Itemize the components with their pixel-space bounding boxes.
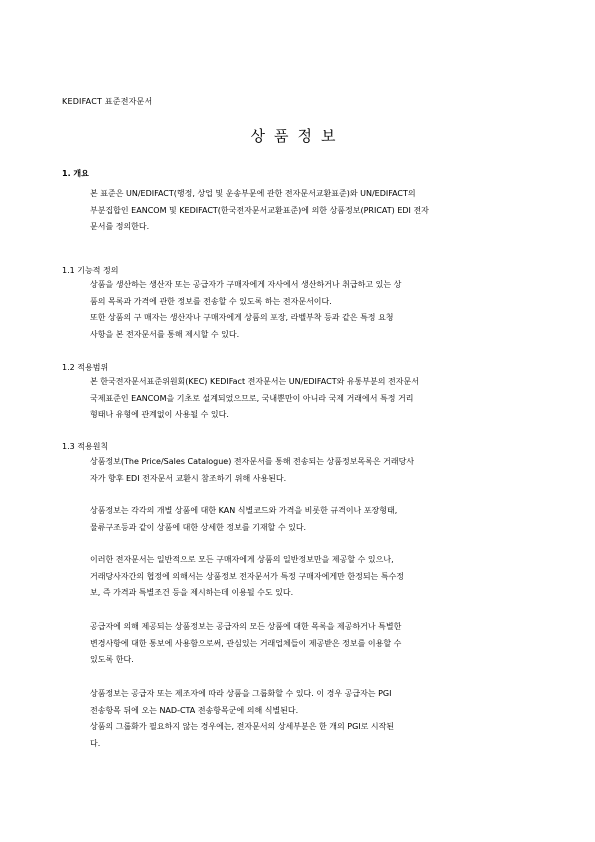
text-line: 전송항목 뒤에 오는 NAD-CTA 전송항목군에 의해 식별된다. bbox=[90, 705, 299, 715]
section-1-2-body bbox=[90, 374, 518, 424]
text-line: 문서를 정의한다. bbox=[90, 222, 150, 231]
text-line: 또한 상품의 구 매자는 생산자나 구매자에게 상품의 포장, 라벨부착 등과 같은 특정 요청 bbox=[90, 313, 394, 322]
section-1-3-paragraph bbox=[90, 503, 518, 536]
section-1-intro bbox=[90, 186, 518, 236]
text-line: 자가 향후 EDI 전자문서 교환시 참조하기 위해 사용된다. bbox=[90, 473, 287, 483]
text-line: 물류구조등과 같이 상품에 대한 상세한 정보를 기재할 수 있다. bbox=[90, 522, 307, 532]
section-1-1-heading: 1.1 기능적 정의 bbox=[62, 266, 119, 275]
section-1-3-paragraph bbox=[90, 619, 518, 669]
text-line: 국제표준인 EANCOM을 기초로 설계되었으므로, 국내뿐만이 아니라 국제 거래에서 특정 거리 bbox=[90, 393, 414, 403]
text-line: 상품정보(The Price/Sales Catalogue) 전자문서를 통해 전송되는 상품정보목록은 거래당사 bbox=[90, 457, 415, 466]
text-line: 보, 즉 가격과 특별조건 등을 제시하는데 이용될 수도 있다. bbox=[90, 588, 294, 597]
text-line: 상품의 그룹화가 필요하지 않는 경우에는, 전자문서의 상세부분은 한 개의 PGI로 시작된 bbox=[90, 722, 395, 731]
text-line: 부분집합인 EANCOM 및 KEDIFACT(한국전자문서교환표준)에 의한 상품정보(PRICAT) EDI 전자 bbox=[90, 205, 429, 215]
text-line: 본 한국전자문서표준위원회(KEC) KEDIFact 전자문서는 UN/EDIFACT와 유통부분의 전자문서 bbox=[90, 377, 419, 386]
text-line: 상품을 생산하는 생산자 또는 공급자가 구매자에게 자사에서 생산하거나 취급하고 있는 상 bbox=[90, 280, 402, 289]
text-line: 본 표준은 UN/EDIFACT(행정, 상업 및 운송부문에 관한 전자문서교환표준)와 UN/EDIFACT의 bbox=[90, 189, 416, 198]
text-line: 있도록 한다. bbox=[90, 655, 134, 664]
text-line: 형태나 유형에 관계없이 사용될 수 있다. bbox=[90, 410, 229, 419]
section-1-3-paragraph bbox=[90, 552, 518, 602]
section-1-2-heading: 1.2 적용범위 bbox=[62, 363, 109, 372]
text-line: 공급자에 의해 제공되는 상품정보는 공급자의 모든 상품에 대한 목록을 제공하거나 특별한 bbox=[90, 622, 402, 631]
section-1-3-paragraph bbox=[90, 454, 518, 487]
text-line: 품의 목록과 가격에 관한 정보를 전송할 수 있도록 하는 전자문서이다. bbox=[90, 296, 332, 306]
text-line: 이러한 전자문서는 일반적으로 모든 구매자에게 상품의 일반정보만을 제공할 수 있으나, bbox=[90, 555, 394, 564]
text-line: 변경사항에 대한 통보에 사용함으로써, 관심있는 거래업체들이 제공받은 정보를 이용할 수 bbox=[90, 638, 402, 648]
page-title: 상품정보 bbox=[250, 127, 345, 145]
section-1-heading: 1. 개요 bbox=[62, 169, 89, 178]
text-line: 상품정보는 공급자 또는 제조자에 따라 상품을 그룹화할 수 있다. 이 경우 공급자는 PGI bbox=[90, 689, 392, 698]
text-line: 상품정보는 각각의 개별 상품에 대한 KAN 식별코드와 가격을 비롯한 규격이나 포장형태, bbox=[90, 506, 398, 515]
text-line: 다. bbox=[90, 738, 101, 748]
section-1-3-paragraph bbox=[90, 686, 518, 752]
section-1-1-body bbox=[90, 277, 518, 343]
section-1-3-heading: 1.3 적용원칙 bbox=[62, 442, 109, 451]
text-line: 사항을 본 전자문서를 통해 제시할 수 있다. bbox=[90, 329, 240, 339]
text-line: 거래당사자간의 협정에 의해서는 상품정보 전자문서가 특정 구매자에게만 한정되는 특수정 bbox=[90, 571, 405, 581]
document-header: KEDIFACT 표준전자문서 bbox=[62, 97, 153, 106]
